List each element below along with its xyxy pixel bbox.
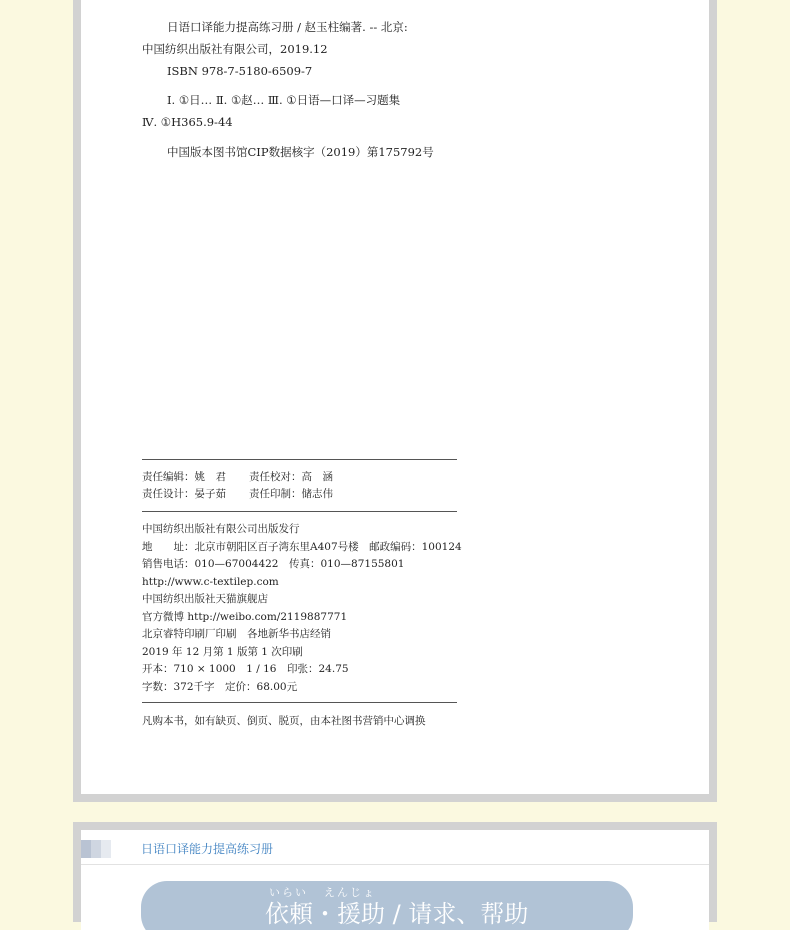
cip-number: 中国版本图书馆CIP数据核字（2019）第175792号 bbox=[167, 145, 434, 159]
publisher-line: 中国纺织出版社有限公司出版发行 bbox=[142, 523, 300, 535]
publisher-format: 开本：710 × 1000 1 / 16 印张：24.75 bbox=[142, 663, 349, 675]
ruby-enjo: えんじょ bbox=[324, 886, 376, 899]
defect-notice: 凡购本书，如有缺页、倒页、脱页，由本社图书营销中心调换 bbox=[142, 715, 426, 727]
next-page bbox=[81, 830, 709, 930]
cip-page bbox=[81, 0, 709, 794]
lesson-title: 依頼・援助 / 请求、帮助 bbox=[265, 900, 529, 928]
credit-editor: 责任编辑：姚 君 bbox=[142, 471, 226, 483]
credit-proofreader: 责任校对：高 涵 bbox=[249, 471, 333, 483]
cip-isbn: ISBN 978-7-5180-6509-7 bbox=[167, 64, 313, 78]
cip-classification-1: Ⅰ. ①日… Ⅱ. ①赵… Ⅲ. ①日语—口译—习题集 bbox=[167, 93, 401, 107]
publisher-store: 中国纺织出版社天猫旗舰店 bbox=[142, 593, 268, 605]
running-header-title: 日语口译能力提高练习册 bbox=[141, 842, 274, 856]
cip-page-frame bbox=[73, 0, 717, 802]
cip-classification-2: Ⅳ. ①H365.9-44 bbox=[142, 115, 233, 129]
divider bbox=[142, 511, 457, 512]
publisher-address: 地 址：北京市朝阳区百子湾东里A407号楼 邮政编码：100124 bbox=[142, 541, 462, 553]
publisher-website: http://www.c-textilep.com bbox=[142, 576, 279, 588]
credit-printing: 责任印制：储志伟 bbox=[249, 488, 333, 500]
cip-title-line: 日语口译能力提高练习册 / 赵玉柱编著. -- 北京: bbox=[167, 20, 408, 34]
publisher-printer: 北京睿特印刷厂印刷 各地新华书店经销 bbox=[142, 628, 331, 640]
header-divider bbox=[81, 864, 709, 865]
divider bbox=[142, 459, 457, 460]
publisher-words: 字数：372千字 定价：68.00元 bbox=[142, 681, 298, 693]
header-stripe-decoration bbox=[81, 840, 111, 858]
credit-designer: 责任设计：晏子茹 bbox=[142, 488, 226, 500]
publisher-weibo: 官方微博 http://weibo.com/2119887771 bbox=[142, 611, 348, 623]
cip-header bbox=[167, 0, 427, 6]
divider bbox=[142, 702, 457, 703]
cip-publisher-line: 中国纺织出版社有限公司，2019.12 bbox=[142, 42, 328, 56]
publisher-phone: 销售电话：010—67004422 传真：010—87155801 bbox=[142, 558, 405, 570]
next-page-frame bbox=[73, 822, 717, 928]
publisher-edition: 2019 年 12 月第 1 版第 1 次印刷 bbox=[142, 646, 303, 658]
ruby-irai: いらい bbox=[269, 886, 308, 899]
